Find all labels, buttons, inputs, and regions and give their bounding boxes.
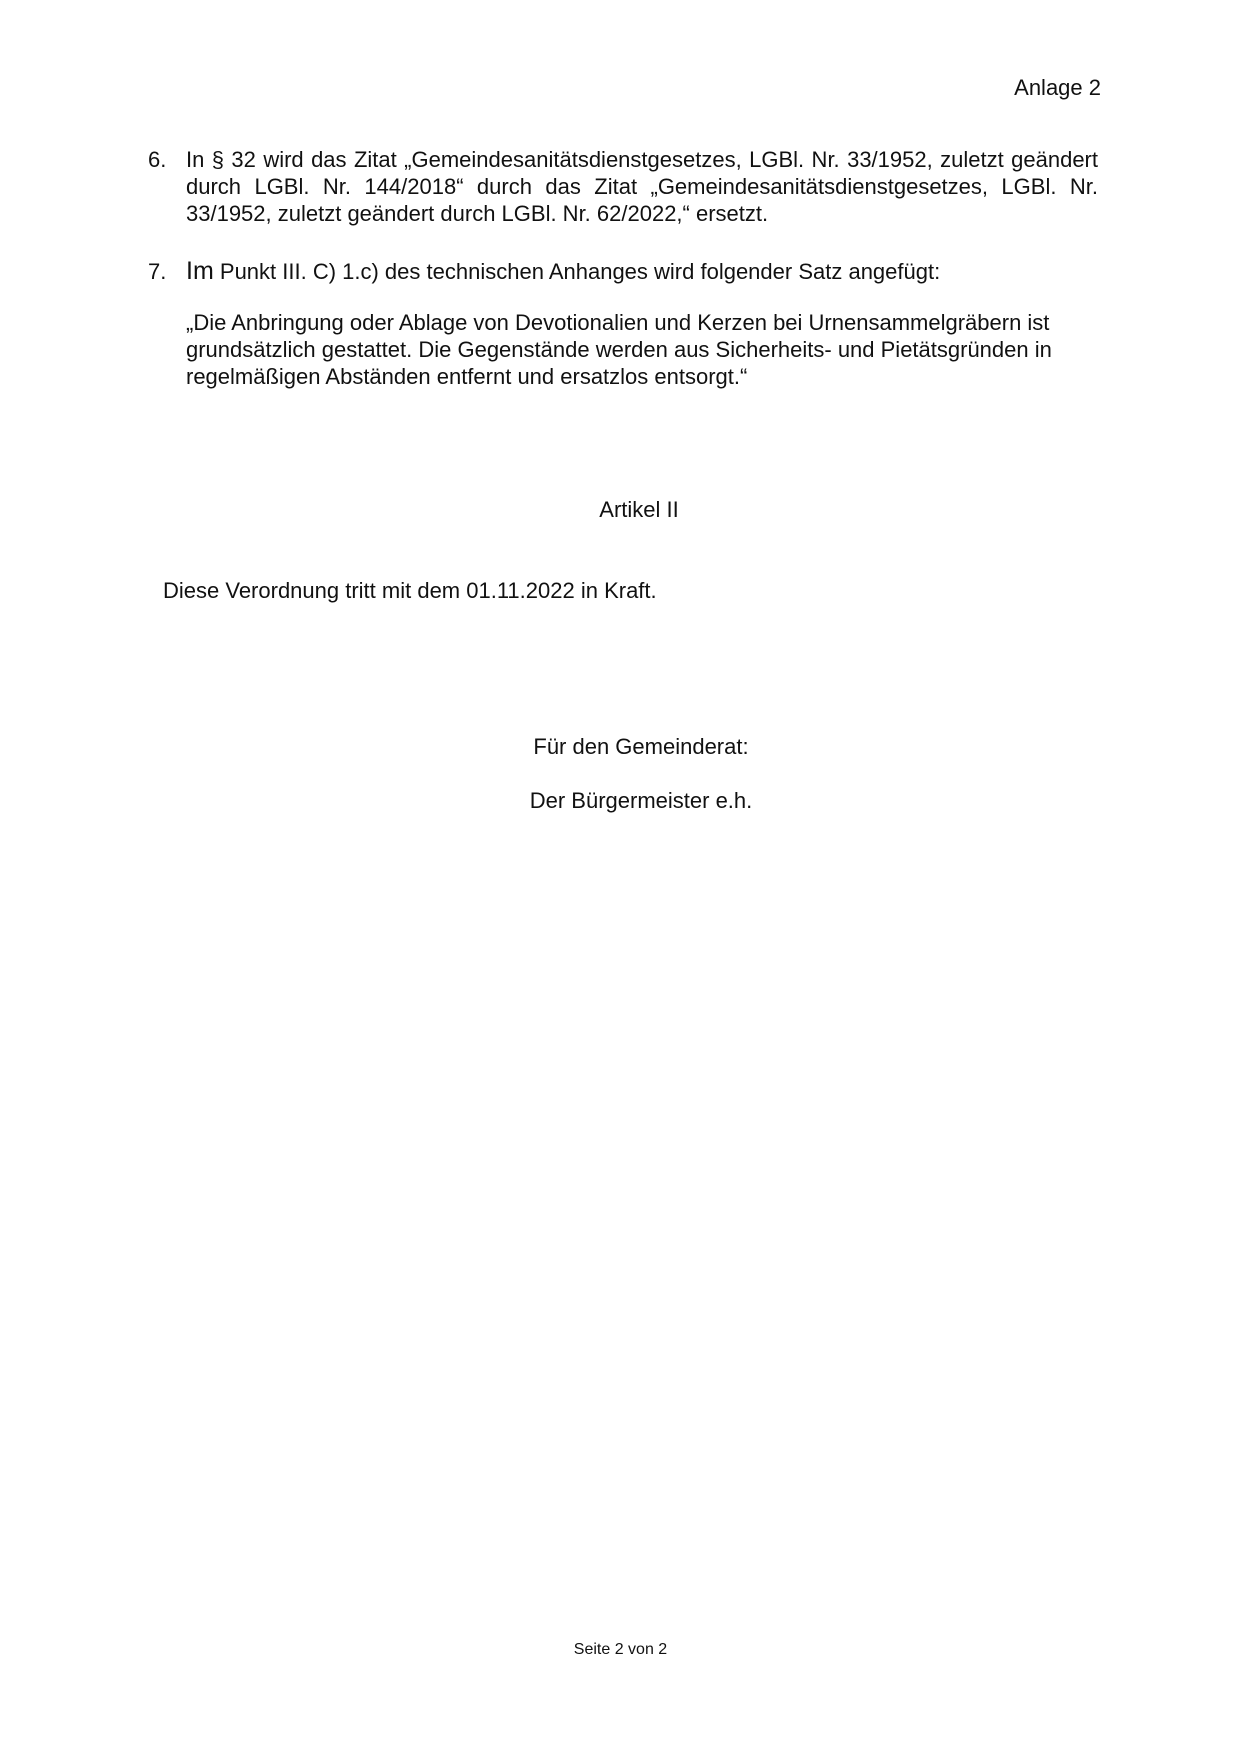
- amendment-intro-lead: Im: [186, 257, 214, 285]
- amendment-text: In § 32 wird das Zitat „Gemeindesanitätsdienstgesetzes, LGBl. Nr. 33/1952, zuletzt geändert durch LGBl. Nr. 144/2018“ durch das Zitat „Gemeindesanitätsdienstgesetzes, LGBl. Nr. 33/1952, zuletzt geändert durch LGBl. Nr. 62/2022,“ ersetzt.: [186, 147, 1098, 226]
- page-number: Seite 2 von 2: [573, 1641, 668, 1658]
- annex-label: Anlage 2: [1014, 75, 1101, 100]
- article-heading: Artikel II: [599, 497, 679, 522]
- amendment-intro: [186, 258, 1098, 285]
- amendment-item-7: [148, 258, 1098, 390]
- entry-into-force-text: Diese Verordnung tritt mit dem 01.11.2022 in Kraft.: [163, 578, 657, 603]
- amendment-intro-rest: Punkt III. C) 1.c) des technischen Anhanges wird folgender Satz angefügt:: [213, 259, 941, 284]
- signature-line-council: Für den Gemeinderat:: [533, 734, 749, 759]
- amendment-number: 7.: [148, 259, 167, 284]
- amendment-quote: „Die Anbringung oder Ablage von Devotionalien und Kerzen bei Urnensammelgräbern ist grundsätzlich gestattet. Die Gegenstände werden aus Sicherheits- und Pietätsgründen in regelmäßigen Abständen entfernt und ersatzlos entsorgt.“: [186, 310, 1052, 389]
- signature-line-mayor: Der Bürgermeister e.h.: [529, 788, 753, 813]
- amendment-number: 6.: [148, 147, 167, 172]
- signature-block: [0, 733, 1241, 815]
- amendment-item-6: [148, 146, 1098, 227]
